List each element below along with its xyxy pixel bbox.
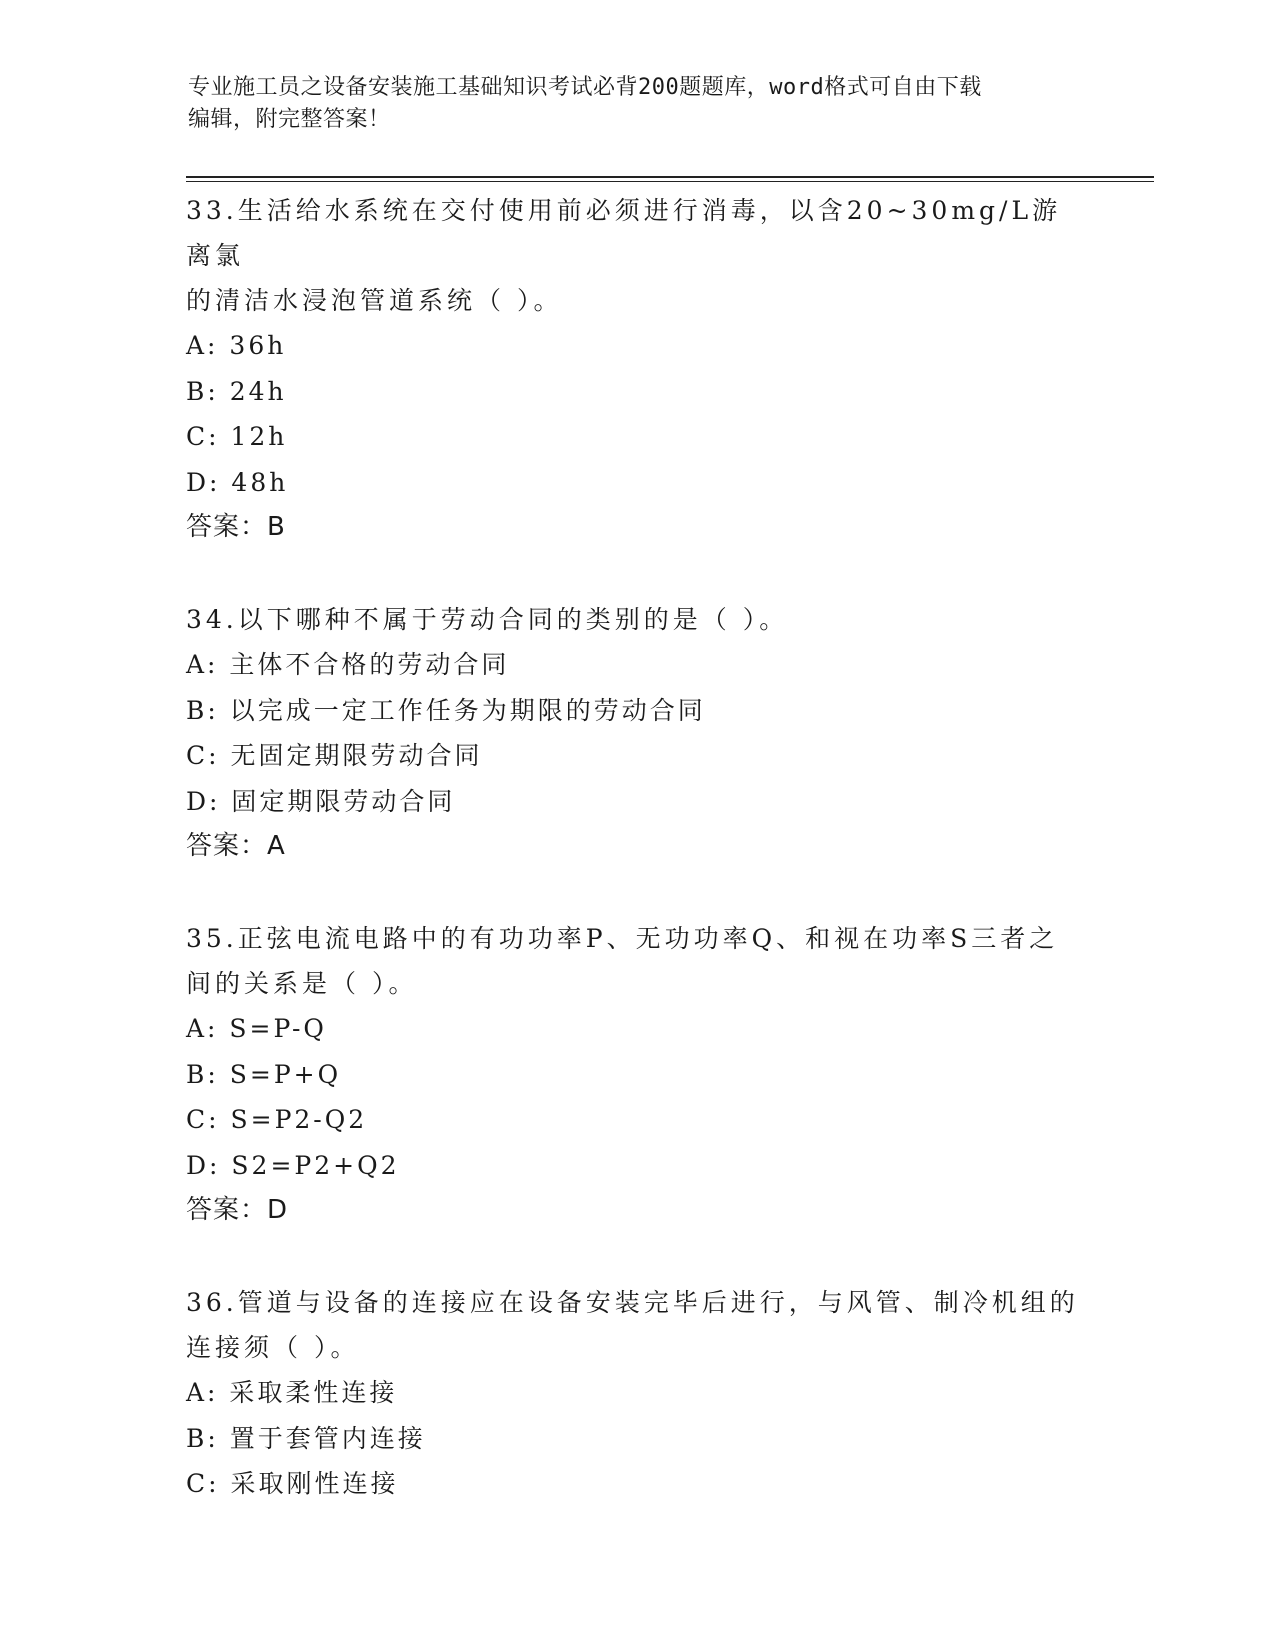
stem-line: 间的关系是（ ）。	[186, 969, 418, 998]
question-35	[186, 916, 1086, 1232]
option-b: B: 置于套管内连接	[186, 1423, 426, 1453]
question-stem	[186, 1280, 1086, 1370]
option-a: A: 主体不合格的劳动合同	[186, 650, 510, 679]
answer-line: 答案：A	[186, 831, 286, 861]
header-divider-thin	[186, 181, 1154, 182]
option-d: D: 固定期限劳动合同	[186, 786, 456, 816]
option-b: B: 以完成一定工作任务为期限的劳动合同	[186, 695, 706, 725]
option-a: A: 采取柔性连接	[186, 1378, 398, 1407]
question-36	[186, 1280, 1086, 1507]
stem-line: 36.管道与设备的连接应在设备安装完毕后进行，与风管、制冷机组的	[186, 1288, 1079, 1317]
stem-line: 连接须（ ）。	[186, 1333, 360, 1362]
option-b: B: S=P+Q	[186, 1059, 342, 1089]
option-b: B: 24h	[186, 376, 287, 406]
stem-line: 34.以下哪种不属于劳动合同的类别的是（ ）。	[186, 605, 789, 634]
question-list	[186, 188, 1086, 1555]
option-a: A: S=P-Q	[186, 1014, 327, 1043]
option-c: C: 采取刚性连接	[186, 1469, 399, 1498]
question-33	[186, 188, 1086, 549]
option-c: C: 无固定期限劳动合同	[186, 741, 483, 770]
answer-line: 答案：D	[186, 1195, 289, 1225]
option-a: A: 36h	[186, 331, 287, 360]
question-34	[186, 597, 1086, 868]
option-c: C: 12h	[186, 422, 288, 451]
document-header	[188, 72, 1068, 136]
answer-line: 答案：B	[186, 512, 286, 542]
stem-line: 33.生活给水系统在交付使用前必须进行消毒，以含20~30mg/L游离氯	[186, 196, 1062, 270]
question-stem	[186, 916, 1086, 1006]
header-line-2: 编辑，附完整答案！	[188, 107, 391, 132]
header-line-1: 专业施工员之设备安装施工基础知识考试必背200题题库，word格式可自由下载	[188, 75, 982, 100]
stem-line: 的清洁水浸泡管道系统（ ）。	[186, 286, 563, 315]
question-stem	[186, 597, 1086, 642]
option-d: D: S2=P2+Q2	[186, 1150, 400, 1180]
option-d: D: 48h	[186, 467, 289, 497]
header-divider-thick	[186, 176, 1154, 178]
stem-line: 35.正弦电流电路中的有功功率P、无功功率Q、和视在功率S三者之	[186, 924, 1059, 953]
question-stem	[186, 188, 1086, 323]
option-c: C: S=P2-Q2	[186, 1105, 368, 1134]
